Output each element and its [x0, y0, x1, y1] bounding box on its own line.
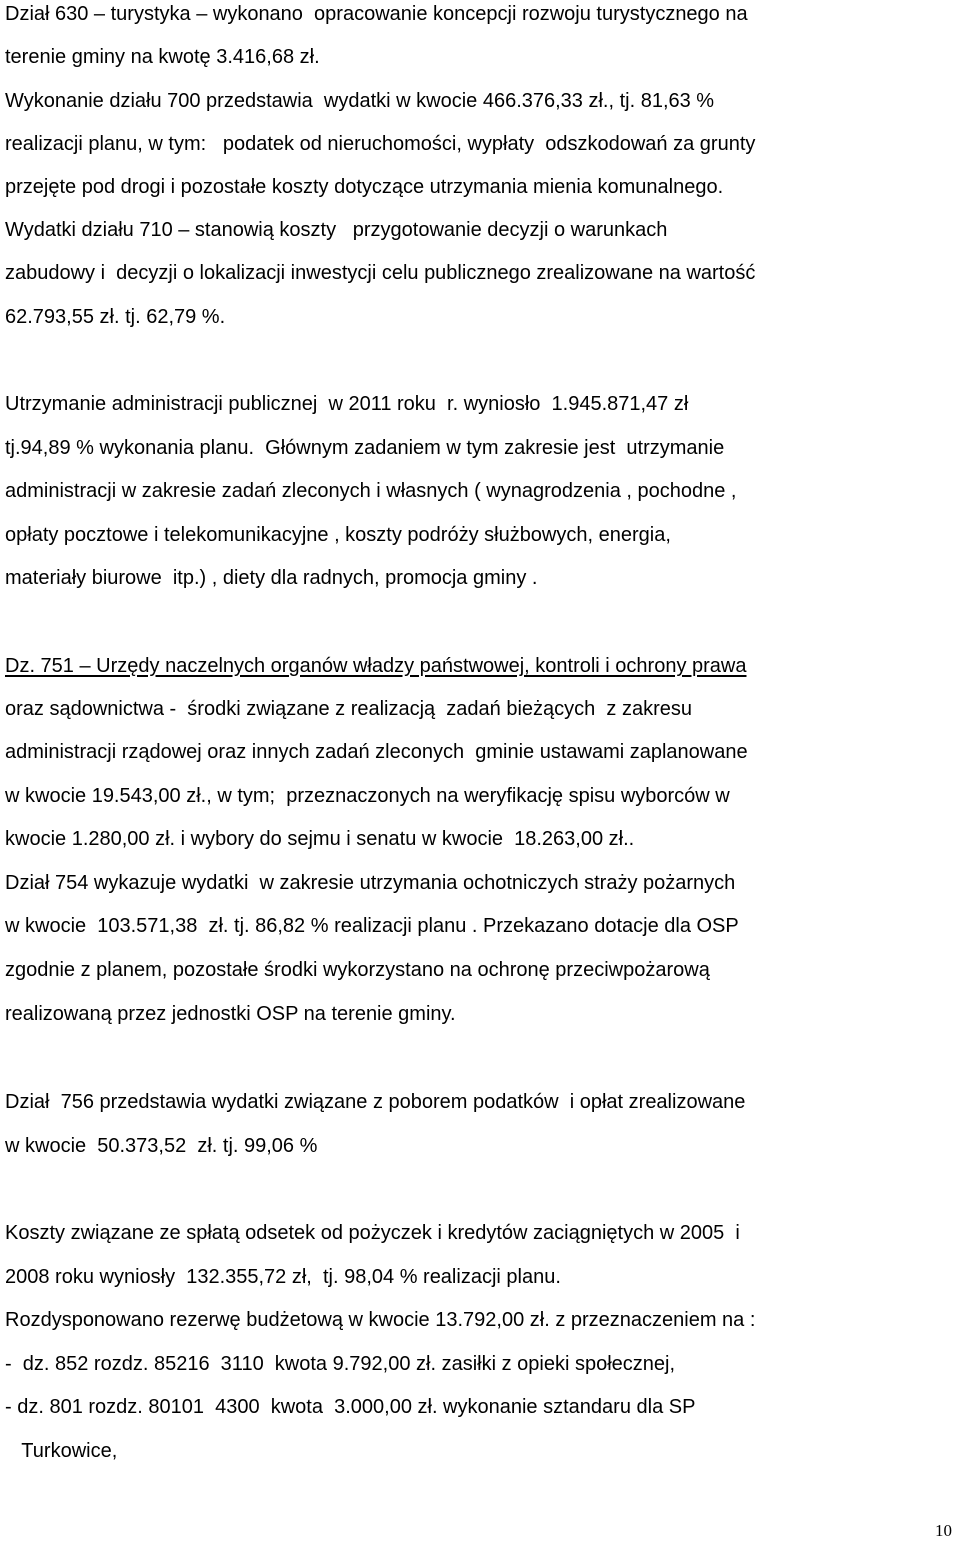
text-line: Dział 754 wykazuje wydatki w zakresie utrzymania ochotniczych straży pożarnych	[5, 872, 736, 894]
page-number: 10	[935, 1521, 952, 1540]
text-line: Rozdysponowano rezerwę budżetową w kwocie 13.792,00 zł. z przeznaczeniem na :	[5, 1309, 756, 1331]
text-line: w kwocie 19.543,00 zł., w tym; przeznaczonych na weryfikację spisu wyborców w	[5, 785, 730, 807]
text-line: realizacji planu, w tym: podatek od nieruchomości, wypłaty odszkodowań za grunty	[5, 133, 756, 155]
text-line: Wykonanie działu 700 przedstawia wydatki w kwocie 466.376,33 zł., tj. 81,63 %	[5, 90, 715, 112]
text-line: Dział 756 przedstawia wydatki związane z poborem podatków i opłat zrealizowane	[5, 1091, 746, 1113]
text-line: administracji rządowej oraz innych zadań zleconych gminie ustawami zaplanowane	[5, 741, 748, 763]
text-line: Turkowice,	[5, 1440, 118, 1462]
text-line: Dz. 751 – Urzędy naczelnych organów władzy państwowej, kontroli i ochrony prawa	[5, 655, 747, 677]
text-line: realizowaną przez jednostki OSP na terenie gminy.	[5, 1003, 456, 1025]
text-line: w kwocie 50.373,52 zł. tj. 99,06 %	[5, 1135, 318, 1157]
text-line: materiały biurowe itp.) , diety dla radnych, promocja gminy .	[5, 567, 538, 589]
text-line: Utrzymanie administracji publicznej w 2011 roku r. wyniosło 1.945.871,47 zł	[5, 393, 689, 415]
text-line: Koszty związane ze spłatą odsetek od pożyczek i kredytów zaciągniętych w 2005 i	[5, 1222, 740, 1244]
text-line: administracji w zakresie zadań zleconych i własnych ( wynagrodzenia , pochodne ,	[5, 480, 737, 502]
text-line: - dz. 852 rozdz. 85216 3110 kwota 9.792,00 zł. zasiłki z opieki społecznej,	[5, 1353, 676, 1375]
text-line: - dz. 801 rozdz. 80101 4300 kwota 3.000,00 zł. wykonanie sztandaru dla SP	[5, 1396, 696, 1418]
text-line: 2008 roku wyniosły 132.355,72 zł, tj. 98,04 % realizacji planu.	[5, 1266, 561, 1288]
text-line: tj.94,89 % wykonania planu. Głównym zadaniem w tym zakresie jest utrzymanie	[5, 437, 725, 459]
text-line: 62.793,55 zł. tj. 62,79 %.	[5, 306, 226, 328]
text-line: terenie gminy na kwotę 3.416,68 zł.	[5, 46, 320, 68]
text-line: w kwocie 103.571,38 zł. tj. 86,82 % realizacji planu . Przekazano dotacje dla OSP	[5, 915, 739, 937]
text-line: Wydatki działu 710 – stanowią koszty przygotowanie decyzji o warunkach	[5, 219, 668, 241]
text-line: kwocie 1.280,00 zł. i wybory do sejmu i senatu w kwocie 18.263,00 zł..	[5, 828, 635, 850]
text-line: przejęte pod drogi i pozostałe koszty dotyczące utrzymania mienia komunalnego.	[5, 176, 724, 198]
text-line: Dział 630 – turystyka – wykonano opracowanie koncepcji rozwoju turystycznego na	[5, 3, 748, 25]
text-line: zabudowy i decyzji o lokalizacji inwestycji celu publicznego zrealizowane na wartość	[5, 262, 756, 284]
text-line: zgodnie z planem, pozostałe środki wykorzystano na ochronę przeciwpożarową	[5, 959, 710, 981]
text-line: opłaty pocztowe i telekomunikacyjne , koszty podróży służbowych, energia,	[5, 524, 671, 546]
text-line: oraz sądownictwa - środki związane z realizacją zadań bieżących z zakresu	[5, 698, 692, 720]
